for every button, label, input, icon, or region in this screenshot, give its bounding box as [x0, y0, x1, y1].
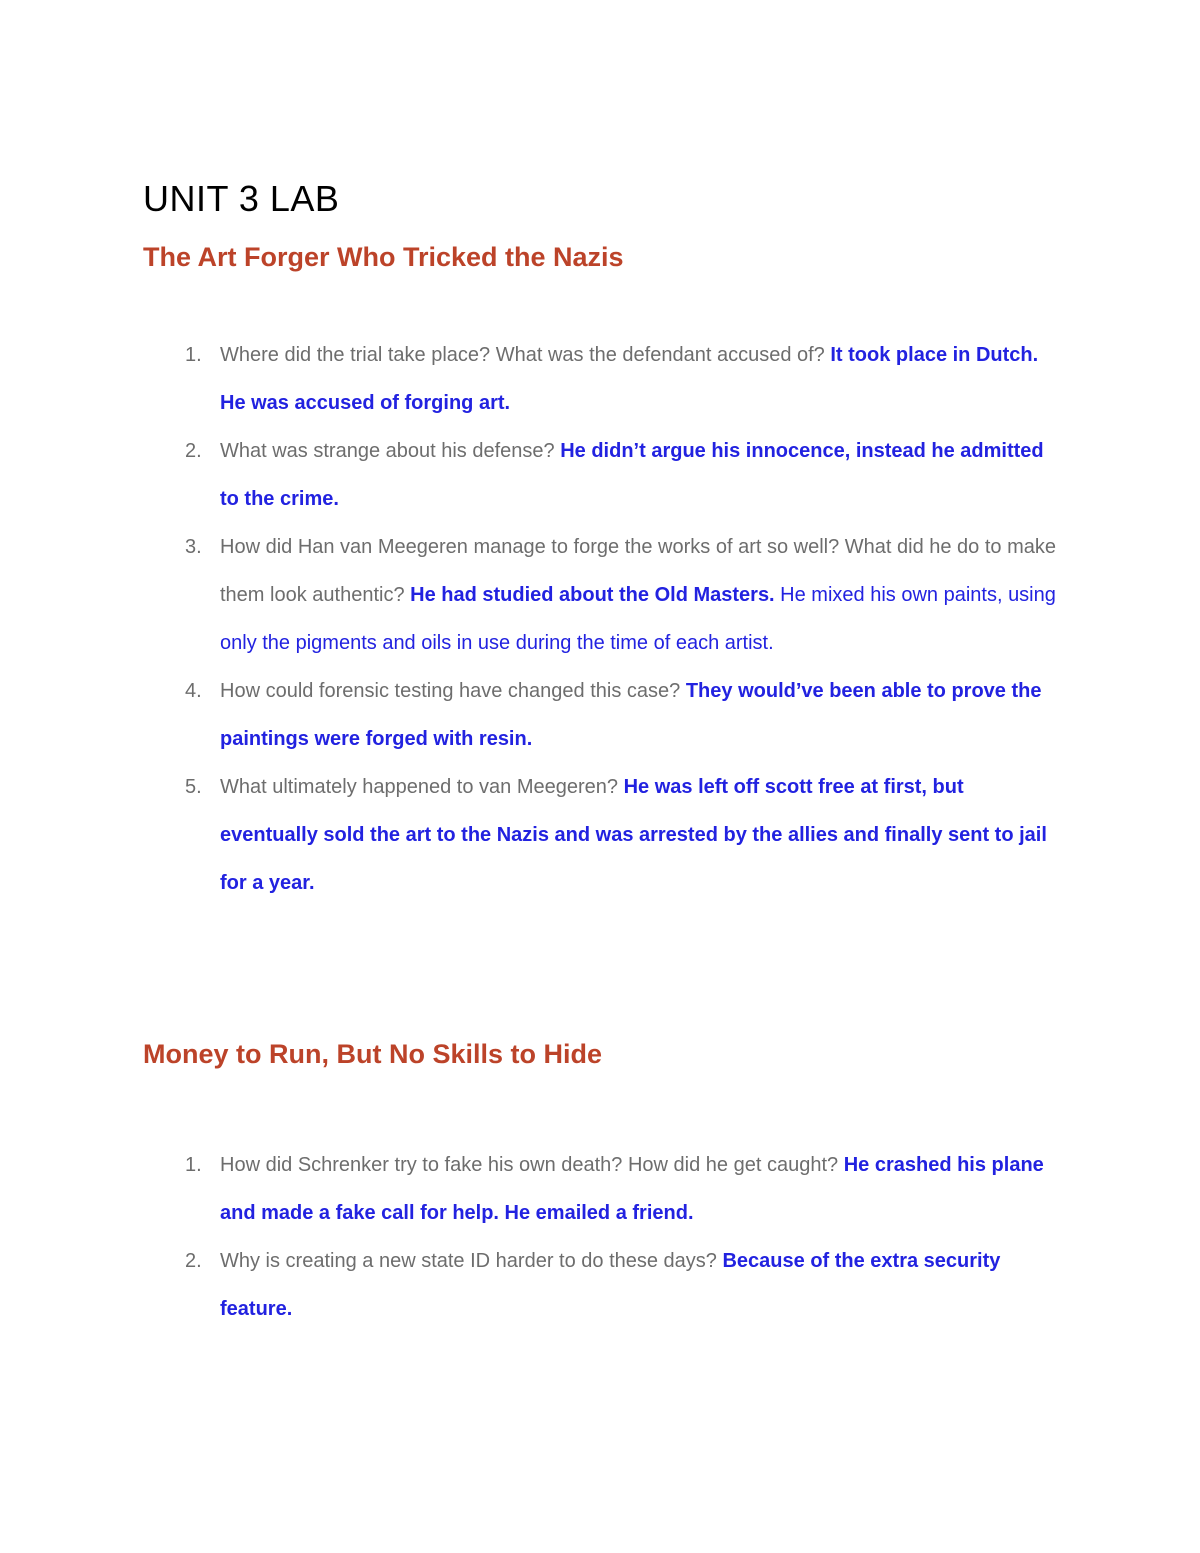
answer-text-bold: He crashed his plane and made a fake call for help. He emailed a friend.	[220, 1154, 1044, 1224]
question-item	[185, 1141, 1065, 1237]
question-text: Where did the trial take place? What was the defendant accused of?	[220, 344, 831, 366]
section-heading-art-forger: The Art Forger Who Tricked the Nazis	[143, 242, 624, 272]
answer-text-bold: He didn’t argue his innocence, instead he admitted to the crime.	[220, 440, 1044, 510]
question-answer-text	[220, 331, 1065, 427]
question-text: How did Schrenker try to fake his own death? How did he get caught?	[220, 1154, 844, 1176]
question-item	[185, 667, 1065, 763]
question-number: 3.	[185, 536, 202, 558]
answer-text-regular: He mixed his own paints, using only the pigments and oils in use during the time of each artist.	[220, 584, 1056, 654]
question-text: What was strange about his defense?	[220, 440, 561, 462]
answer-text-bold: They would’ve been able to prove the paintings were forged with resin.	[220, 680, 1042, 750]
question-answer-text	[220, 667, 1065, 763]
answer-text-bold: He was left off scott free at first, but eventually sold the art to the Nazis and was arrested by the allies and finally sent to jail for a year.	[220, 776, 1047, 894]
question-list-money-to-run	[143, 1141, 1065, 1333]
question-answer-text	[220, 427, 1065, 523]
question-text: How did Han van Meegeren manage to forge the works of art so well? What did he do to make them look authentic?	[220, 536, 1057, 606]
question-number: 5.	[185, 776, 202, 798]
question-answer-text	[220, 1141, 1065, 1237]
question-number: 2.	[185, 440, 202, 462]
question-item	[185, 763, 1065, 907]
answer-text-bold: It took place in Dutch. He was accused of forging art.	[220, 344, 1039, 414]
question-number: 1.	[185, 344, 202, 366]
question-text: How could forensic testing have changed this case?	[220, 680, 686, 702]
question-item	[185, 427, 1065, 523]
answer-text-bold: He had studied about the Old Masters.	[410, 584, 775, 606]
question-answer-text	[220, 523, 1065, 667]
document-title: UNIT 3 LAB	[143, 178, 340, 219]
question-item	[185, 331, 1065, 427]
question-number: 1.	[185, 1154, 202, 1176]
question-number: 2.	[185, 1250, 202, 1272]
answer-text-bold: Because of the extra security feature.	[220, 1250, 1001, 1320]
question-list-art-forger	[143, 331, 1065, 907]
section-heading-money-to-run: Money to Run, But No Skills to Hide	[143, 1039, 602, 1069]
question-number: 4.	[185, 680, 202, 702]
question-text: Why is creating a new state ID harder to do these days?	[220, 1250, 723, 1272]
question-answer-text	[220, 1237, 1065, 1333]
question-answer-text	[220, 763, 1065, 907]
question-item	[185, 1237, 1065, 1333]
question-text: What ultimately happened to van Meegeren?	[220, 776, 624, 798]
question-item	[185, 523, 1065, 667]
